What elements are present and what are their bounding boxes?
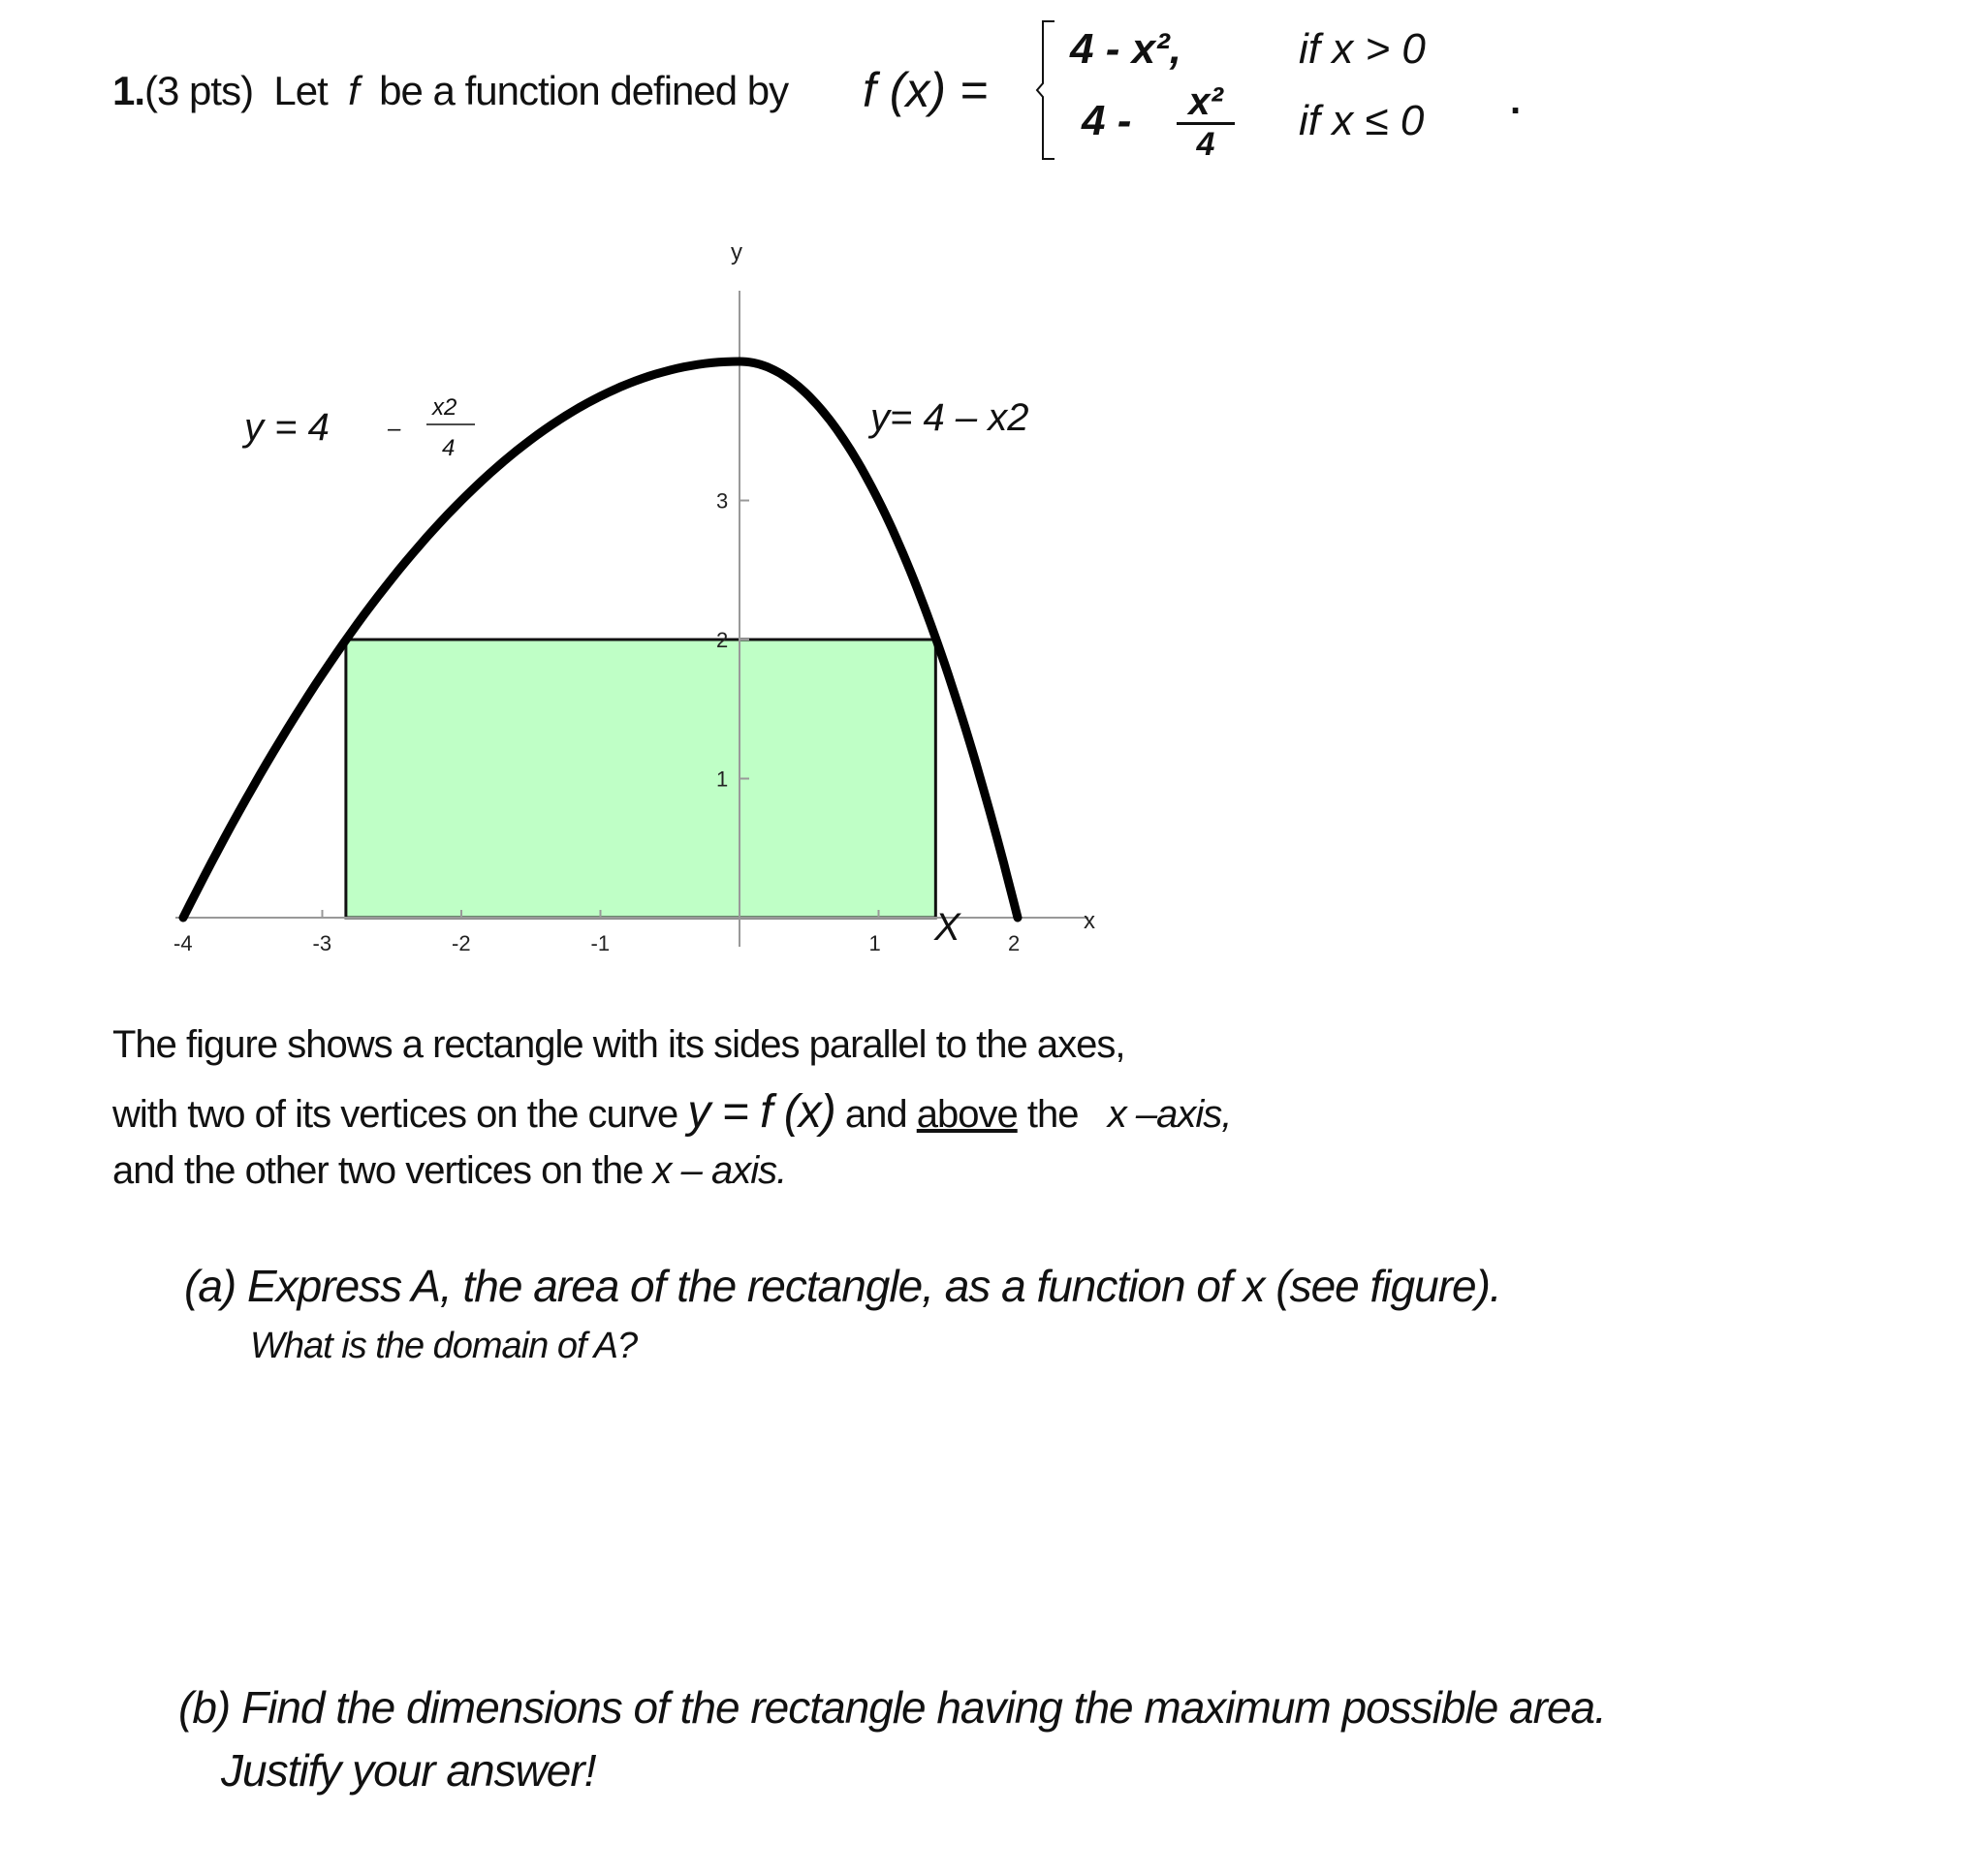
case-1-condition: if x > 0 bbox=[1299, 25, 1426, 73]
part-a-question: (a) Express A, the area of the rectangle, as a function of x (see figure). bbox=[184, 1261, 1501, 1311]
p2-text-b: and bbox=[844, 1093, 907, 1136]
description-line-2 bbox=[112, 1085, 1231, 1139]
y-tick-label: 1 bbox=[716, 766, 729, 792]
x-tick-label: -3 bbox=[312, 931, 332, 955]
y-axis-label: y bbox=[731, 239, 742, 266]
case-1-expression: 4 - x², bbox=[1070, 25, 1181, 73]
description-line-3 bbox=[112, 1149, 786, 1193]
case-2-prefix: 4 - bbox=[1082, 97, 1132, 144]
p3-text-a: and the other two vertices on the bbox=[112, 1149, 644, 1192]
x-tick-label: -2 bbox=[452, 931, 471, 955]
left-curve-label-numerator: x2 bbox=[432, 394, 457, 421]
description-line-1: The figure shows a rectangle with its sides parallel to the axes, bbox=[112, 1023, 1125, 1066]
problem-intro: Let bbox=[273, 68, 328, 113]
part-b-question: (b) Find the dimensions of the rectangle having the maximum possible area. bbox=[178, 1682, 1606, 1733]
x-tick-label: 1 bbox=[868, 931, 881, 955]
part-a-subquestion: What is the domain of A? bbox=[250, 1326, 638, 1366]
right-curve-label: y= 4 – x2 bbox=[870, 396, 1029, 439]
x-tick-label: -1 bbox=[590, 931, 611, 955]
case-2-condition: if x ≤ 0 bbox=[1299, 97, 1425, 144]
fx-label: f (x) = bbox=[863, 63, 989, 117]
p2-axis: x –axis, bbox=[1107, 1093, 1232, 1136]
function-name: f bbox=[348, 68, 359, 113]
p2-equation: y = f (x) bbox=[687, 1086, 835, 1138]
problem-intro-2: be a function defined by bbox=[379, 68, 789, 113]
x-marker-label: X bbox=[934, 906, 960, 949]
y-tick-label: 3 bbox=[716, 488, 729, 514]
x-axis-label: x bbox=[1084, 908, 1095, 934]
x-tick-label: -4 bbox=[173, 931, 193, 955]
p3-axis: x – axis. bbox=[652, 1149, 787, 1192]
p2-text-c: the bbox=[1026, 1093, 1079, 1136]
left-curve-label-prefix: y = 4 bbox=[244, 406, 330, 449]
left-curve-label-denominator: 4 bbox=[442, 435, 456, 461]
problem-points: (3 pts) bbox=[144, 68, 254, 113]
case-2-numerator: x² bbox=[1177, 81, 1235, 125]
case-2-denominator: 4 bbox=[1196, 126, 1215, 163]
y-tick-label: 2 bbox=[716, 628, 729, 652]
p2-above: above bbox=[916, 1093, 1018, 1136]
problem-number: 1. bbox=[112, 68, 145, 113]
left-curve-label-minus: – bbox=[388, 416, 401, 442]
period-mark: . bbox=[1510, 79, 1522, 122]
p2-text-a: with two of its vertices on the curve bbox=[112, 1093, 678, 1136]
x-tick-label: 2 bbox=[1008, 931, 1021, 955]
inscribed-rectangle bbox=[346, 640, 935, 918]
part-b-subquestion: Justify your answer! bbox=[221, 1745, 596, 1796]
